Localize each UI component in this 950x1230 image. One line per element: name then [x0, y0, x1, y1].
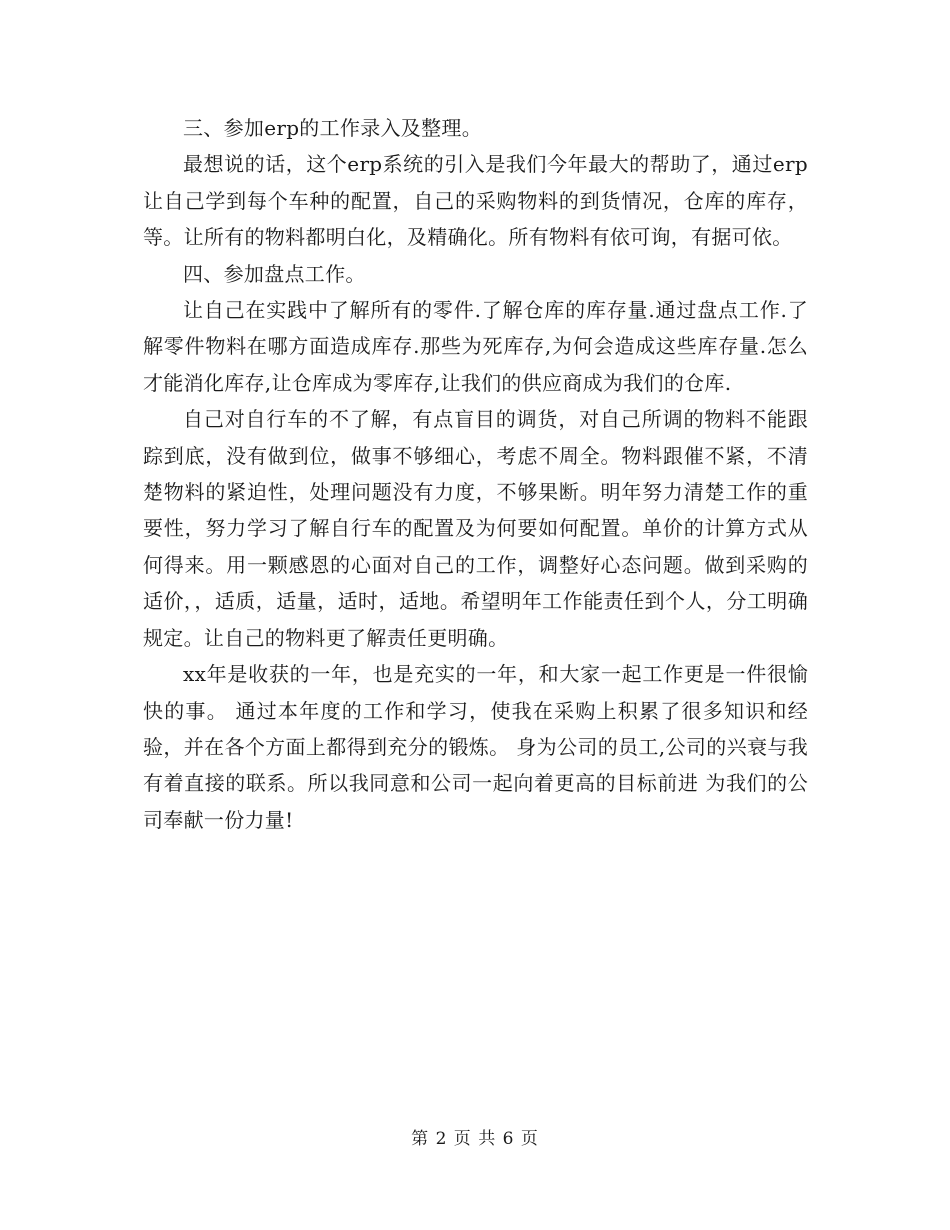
document-body	[143, 110, 808, 838]
paragraph-erp: 最想说的话，这个erp系统的引入是我们今年最大的帮助了，通过erp让自己学到每个车种的配置，自己的采购物料的到货情况，仓库的库存，等。让所有的物料都明白化，及精确化。所有物料有依可询，有据可依。	[143, 152, 808, 250]
paragraph-summary: xx年是收获的一年，也是充实的一年，和大家一起工作更是一件很愉快的事。 通过本年度的工作和学习，使我在采购上积累了很多知识和经验，并在各个方面上都得到充分的锻炼。 身为公司的员工,公司的兴衰与我有着直接的联系。所以我同意和公司一起向着更高的目标前进 为我们的公司奉献一份力量!	[143, 662, 808, 832]
heading-section-three: 三、参加erp的工作录入及整理。	[183, 116, 482, 140]
page-number-footer: 第 2 页 共 6 页	[411, 1129, 539, 1149]
heading-section-four: 四、参加盘点工作。	[183, 261, 366, 286]
paragraph-inventory: 让自己在实践中了解所有的零件.了解仓库的库存量.通过盘点工作.了解零件物料在哪方面造成库存.那些为死库存,为何会造成这些库存量.怎么才能消化库存,让仓库成为零库存,让我们的供应商成为我们的仓库.	[143, 298, 808, 395]
paragraph-self-review: 自己对自行车的不了解，有点盲目的调货，对自己所调的物料不能跟踪到底，没有做到位，做事不够细心，考虑不周全。物料跟催不紧，不清楚物料的紧迫性，处理问题没有力度，不够果断。明年努力清楚工作的重要性，努力学习了解自行车的配置及为何要如何配置。单价的计算方式从何得来。用一颗感恩的心面对自己的工作，调整好心态问题。做到采购的适价，，适质，适量，适时，适地。希望明年工作能责任到个人，分工明确规定。让自己的物料更了解责任更明确。	[143, 407, 808, 650]
